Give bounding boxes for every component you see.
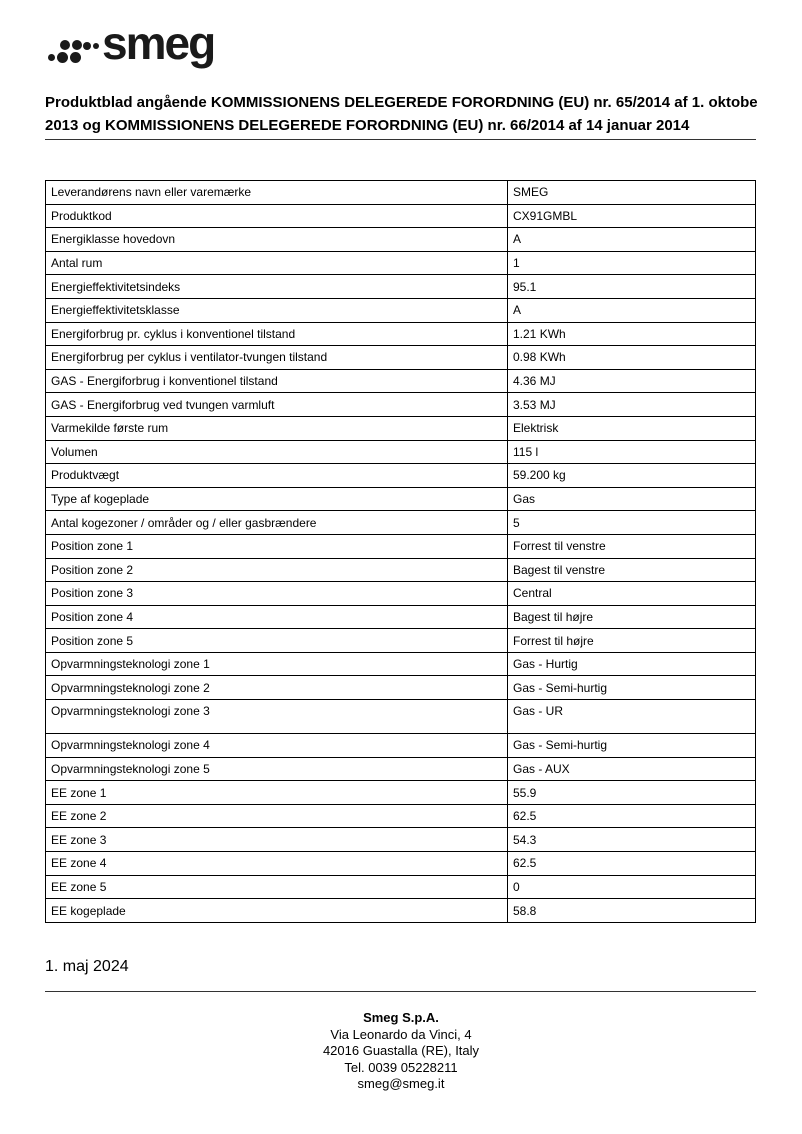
logo-wordmark: smeg — [102, 17, 215, 69]
table-row — [46, 275, 756, 299]
row-label: GAS - Energiforbrug ved tvungen varmluft — [46, 393, 508, 417]
document-date: 1. maj 2024 — [45, 958, 129, 975]
row-label: Opvarmningsteknologi zone 5 — [46, 757, 508, 781]
row-label: Position zone 3 — [46, 582, 508, 606]
row-label: EE zone 3 — [46, 828, 508, 852]
address-line-2: 42016 Guastalla (RE), Italy — [322, 1043, 480, 1058]
row-value: 5 — [508, 511, 756, 535]
row-label: Energiklasse hovedovn — [46, 228, 508, 252]
row-label: EE zone 1 — [46, 781, 508, 805]
row-value: 55.9 — [508, 781, 756, 805]
row-label: Type af kogeplade — [46, 487, 508, 511]
table-row — [46, 875, 756, 899]
table-row — [46, 440, 756, 464]
table-row — [46, 558, 756, 582]
row-label: Opvarmningsteknologi zone 2 — [46, 676, 508, 700]
table-row — [46, 346, 756, 370]
email: smeg@smeg.it — [357, 1076, 445, 1091]
row-label: Energiforbrug per cyklus i ventilator-tvungen tilstand — [46, 346, 508, 370]
row-label: Energieffektivitetsklasse — [46, 298, 508, 322]
table-row — [46, 899, 756, 923]
table-row — [46, 228, 756, 252]
smeg-logo — [46, 17, 215, 70]
row-value: Gas - Semi-hurtig — [508, 676, 756, 700]
row-label: Antal rum — [46, 251, 508, 275]
row-value: Gas - Semi-hurtig — [508, 734, 756, 758]
row-value: Bagest til højre — [508, 605, 756, 629]
table-row — [46, 534, 756, 558]
table-row — [46, 464, 756, 488]
row-label: Antal kogezoner / områder og / eller gasbrændere — [46, 511, 508, 535]
row-label: EE zone 2 — [46, 804, 508, 828]
table-row — [46, 582, 756, 606]
row-label: Produktkod — [46, 204, 508, 228]
row-value: 54.3 — [508, 828, 756, 852]
row-value: Gas — [508, 487, 756, 511]
logo-dots-icon — [46, 28, 102, 68]
row-value: 115 l — [508, 440, 756, 464]
address-line-1: Via Leonardo da Vinci, 4 — [330, 1026, 472, 1042]
table-row — [46, 629, 756, 653]
footer-divider — [45, 991, 756, 992]
row-label: Leverandørens navn eller varemærke — [46, 181, 508, 205]
row-label: EE kogeplade — [46, 899, 508, 923]
row-value: SMEG — [508, 181, 756, 205]
row-value: 62.5 — [508, 852, 756, 876]
row-value: Elektrisk — [508, 416, 756, 440]
row-value: A — [508, 228, 756, 252]
company-footer — [0, 1010, 802, 1093]
row-value: 3.53 MJ — [508, 393, 756, 417]
row-label: Produktvægt — [46, 464, 508, 488]
table-row — [46, 804, 756, 828]
row-label: Position zone 4 — [46, 605, 508, 629]
row-label: Position zone 1 — [46, 534, 508, 558]
row-value: A — [508, 298, 756, 322]
row-value: 59.200 kg — [508, 464, 756, 488]
table-row — [46, 181, 756, 205]
row-value: CX91GMBL — [508, 204, 756, 228]
row-value: Forrest til venstre — [508, 534, 756, 558]
row-label: Volumen — [46, 440, 508, 464]
row-label: Opvarmningsteknologi zone 3 — [46, 700, 508, 734]
table-row — [46, 393, 756, 417]
table-row — [46, 605, 756, 629]
row-value: Bagest til venstre — [508, 558, 756, 582]
table-row — [46, 487, 756, 511]
phone: Tel. 0039 05228211 — [344, 1059, 458, 1075]
table-row — [46, 781, 756, 805]
row-value: 1.21 KWh — [508, 322, 756, 346]
table-row — [46, 676, 756, 700]
table-row — [46, 298, 756, 322]
row-value: Central — [508, 582, 756, 606]
row-label: Position zone 5 — [46, 629, 508, 653]
row-value: 95.1 — [508, 275, 756, 299]
row-label: Energieffektivitetsindeks — [46, 275, 508, 299]
table-row — [46, 700, 756, 734]
table-row — [46, 828, 756, 852]
table-row — [46, 734, 756, 758]
table-row — [46, 511, 756, 535]
row-label: Varmekilde første rum — [46, 416, 508, 440]
row-value: Gas - Hurtig — [508, 652, 756, 676]
table-row — [46, 322, 756, 346]
row-label: EE zone 5 — [46, 875, 508, 899]
page-title — [45, 91, 765, 137]
row-value: 1 — [508, 251, 756, 275]
row-value: 62.5 — [508, 804, 756, 828]
title-line-1: Produktblad angående KOMMISSIONENS DELEGEREDE FORORDNING (EU) nr. 65/2014 af 1. oktobe — [45, 94, 758, 111]
row-label: Energiforbrug pr. cyklus i konventionel tilstand — [46, 322, 508, 346]
row-label: EE zone 4 — [46, 852, 508, 876]
row-label: Opvarmningsteknologi zone 4 — [46, 734, 508, 758]
row-value: Gas - UR — [508, 700, 756, 734]
row-value: 0 — [508, 875, 756, 899]
row-value: 4.36 MJ — [508, 369, 756, 393]
row-label: GAS - Energiforbrug i konventionel tilstand — [46, 369, 508, 393]
header-divider — [45, 139, 756, 140]
product-data-table — [45, 180, 756, 923]
table-row — [46, 251, 756, 275]
row-value: 0.98 KWh — [508, 346, 756, 370]
title-line-2: 2013 og KOMMISSIONENS DELEGEREDE FORORDNING (EU) nr. 66/2014 af 14 januar 2014 — [45, 117, 690, 134]
row-label: Position zone 2 — [46, 558, 508, 582]
table-row — [46, 204, 756, 228]
company-name: Smeg S.p.A. — [363, 1010, 439, 1025]
row-value: 58.8 — [508, 899, 756, 923]
row-value: Gas - AUX — [508, 757, 756, 781]
table-row — [46, 652, 756, 676]
table-row — [46, 852, 756, 876]
table-row — [46, 757, 756, 781]
table-row — [46, 369, 756, 393]
row-value: Forrest til højre — [508, 629, 756, 653]
table-row — [46, 416, 756, 440]
row-label: Opvarmningsteknologi zone 1 — [46, 652, 508, 676]
